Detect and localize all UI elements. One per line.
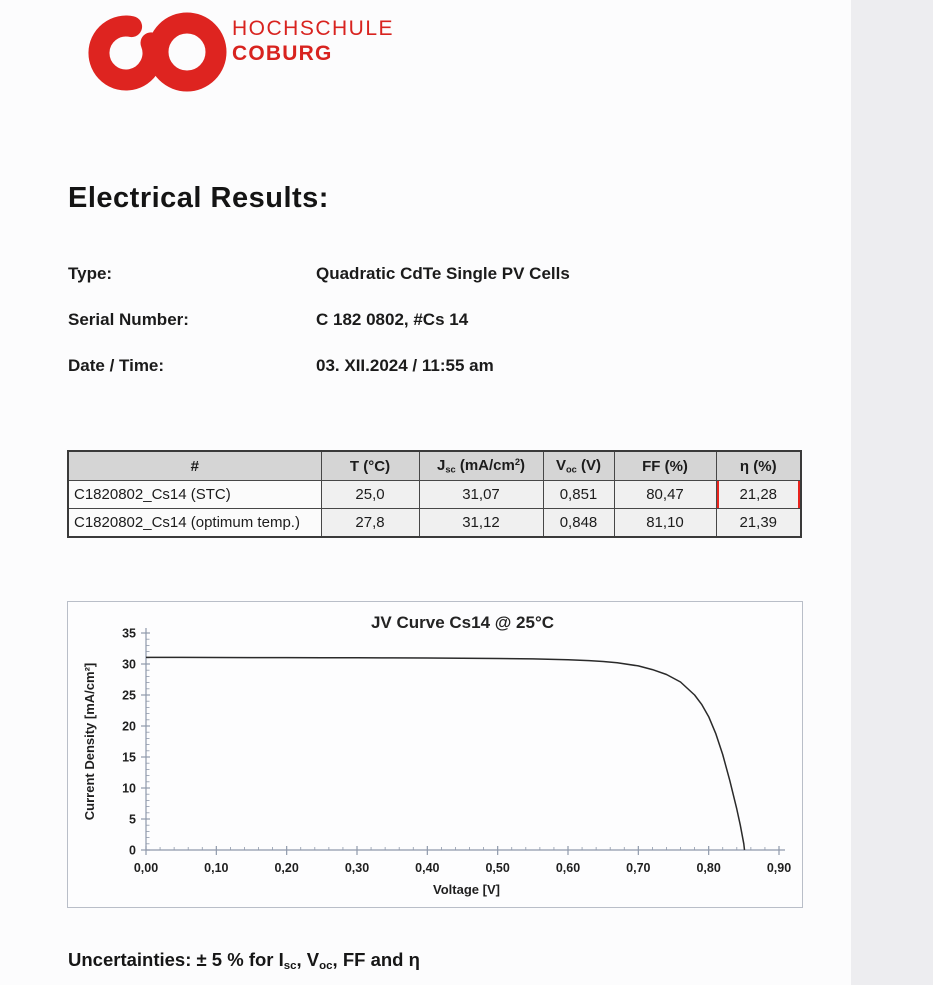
- svg-text:10: 10: [122, 781, 136, 796]
- results-table-header-row: [68, 451, 801, 481]
- col-header-temperature: T (°C): [321, 451, 419, 481]
- cell-stc-temperature: 25,0: [321, 481, 419, 509]
- col-header-eta: η (%): [716, 451, 801, 481]
- cell-opt-ff: 81,10: [614, 509, 716, 538]
- svg-text:0,70: 0,70: [626, 861, 651, 875]
- svg-text:0,80: 0,80: [696, 861, 721, 875]
- svg-text:0,20: 0,20: [274, 861, 299, 875]
- svg-text:20: 20: [122, 719, 136, 734]
- meta-label-type: Type:: [68, 264, 113, 283]
- logo-wordmark-line1: HOCHSCHULE: [232, 17, 395, 40]
- table-row-optimum-temp: [68, 509, 801, 538]
- svg-text:25: 25: [122, 688, 136, 703]
- cell-stc-jsc: 31,07: [419, 481, 543, 509]
- meta-value-type: Quadratic CdTe Single PV Cells: [316, 264, 570, 283]
- page-title: Electrical Results:: [68, 182, 329, 214]
- meta-row-type: [68, 264, 788, 284]
- logo-wordmark-line2: COBURG: [232, 42, 333, 66]
- meta-label-datetime: Date / Time:: [68, 356, 165, 375]
- col-header-id: #: [68, 451, 321, 481]
- meta-row-serial: [68, 310, 788, 330]
- table-row-stc: [68, 481, 801, 509]
- cell-opt-temperature: 27,8: [321, 509, 419, 538]
- cell-opt-name: C1820802_Cs14 (optimum temp.): [68, 509, 321, 538]
- svg-text:35: 35: [122, 626, 136, 641]
- svg-text:0,60: 0,60: [555, 861, 581, 875]
- svg-text:0,50: 0,50: [485, 861, 510, 875]
- meta-label-serial: Serial Number:: [68, 310, 189, 329]
- svg-text:0,00: 0,00: [133, 861, 159, 875]
- cell-stc-voc: 0,851: [543, 481, 614, 509]
- svg-text:0,90: 0,90: [766, 861, 792, 875]
- jv-curve-chart: [68, 602, 802, 907]
- svg-text:Voltage [V]: Voltage [V]: [433, 882, 500, 897]
- cell-stc-ff: 80,47: [614, 481, 716, 509]
- svg-text:5: 5: [129, 812, 136, 827]
- hochschule-coburg-logo-icon: [86, 6, 236, 94]
- svg-text:0,10: 0,10: [204, 861, 229, 875]
- meta-value-datetime: 03. XII.2024 / 11:55 am: [316, 356, 494, 375]
- svg-text:0,30: 0,30: [344, 861, 370, 875]
- svg-text:15: 15: [122, 750, 136, 765]
- cell-opt-eta: 21,39: [716, 509, 801, 538]
- cell-opt-voc: 0,848: [543, 509, 614, 538]
- cell-stc-eta: 21,28: [716, 481, 801, 509]
- col-header-jsc: $J_{sc}$ $(mA/cm^2)$: [419, 451, 543, 481]
- cell-opt-jsc: 31,12: [419, 509, 543, 538]
- svg-text:0,40: 0,40: [415, 861, 440, 875]
- scan-margin-strip: [851, 0, 933, 985]
- svg-text:30: 30: [122, 657, 136, 672]
- col-header-ff: FF (%): [614, 451, 716, 481]
- jv-chart-frame: [67, 601, 803, 908]
- meta-value-serial: C 182 0802, #Cs 14: [316, 310, 469, 329]
- results-table: [67, 450, 802, 538]
- cell-stc-name: C1820802_Cs14 (STC): [68, 481, 321, 509]
- svg-text:0: 0: [129, 843, 136, 858]
- meta-row-datetime: [68, 356, 788, 376]
- uncertainties-note: Uncertainties: ± 5 % for $I_{sc}$, $V_{oc}$, FF and η: [68, 949, 420, 972]
- svg-text:JV Curve Cs14 @ 25°C: JV Curve Cs14 @ 25°C: [370, 613, 555, 632]
- svg-text:Current Density [mA/cm²]: Current Density [mA/cm²]: [82, 662, 97, 821]
- col-header-voc: $V_{oc}$ (V): [543, 451, 614, 481]
